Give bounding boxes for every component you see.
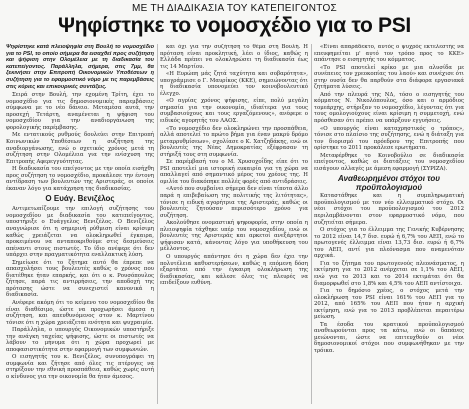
paragraph: Παράλληλα, ο υπουργός Οικονομικών υποστήριξε την ανάγκη ταχείας ψήφισης, ώστε οι πιστωτές να λάβουν το μήνυμα ότι η χώρα προχωρεί με αποφασιστικότητα στην εφαρμογή των συμφωνιών. — [6, 327, 154, 353]
paragraph: Ο εισηγητής του κ. Βενιζέλος, συνυπογράφει τη συμφωνία και ζήτησε από όλες τις πτέρυγες να στηρίξουν την εθνική προσπάθεια, καθώς χωρίς αυτή ο κίνδυνος για την οικονομία θα ήταν άμεσος. — [6, 354, 154, 381]
paragraph: και όχι για την συζήτηση το θέμα στη Βουλή. Η πρόταση είναι προκλητική, λέει ο ίδιος, καθώς η Ελλάδα πρέπει να ολοκληρώσει τη διαδικασία έως τις 14 Μαρτίου. — [160, 44, 308, 70]
paragraph: Για το δημόσιο χρέος, ο στόχος μετά την ολοκλήρωση του PSI είναι 161% του ΑΕΠ για το 2012, από 165% του ΑΕΠ που ήταν η αρχική εκτίμηση, ενώ για το 2013 προβλέπεται περαιτέρω μείωση. — [314, 288, 464, 321]
paragraph: «Το PSI αποτελεί κρίκο με μια αλυσίδα με συνέπειες τον χρεοκοπίας του λαού» και συνέχισε ότι στην ουσία δεν θα παρθούν στα διάφορα εργασιακά ζητήματα λύσεις. — [314, 64, 464, 91]
paragraph: Ακολούθησε ονομαστική ψηφοφορία, στην οποία η πλειοψηφία τάχθηκε υπέρ του νομοσχεδίου, ενώ οι βουλευτές της Αριστεράς και αρκετοί ανεξάρτητοι ψήφισαν κατά, κάνοντας λόγο για υποθήκευση του μέλλοντος. — [160, 220, 308, 253]
lede: Ψηφίστηκε κατά πλειοψηφία στη Βουλή το νομοσχέδιο για το PSI, το οποίο σήμερα θα εισαχθεί προς συζήτηση και ψήφιση στην Ολομέλεια με τη διαδικασία του κατεπείγοντος. Παράλληλα, σήμερα, στις 7μμ, θα ξεκινήσει στην Επιτροπή Οικονομικών Υποθέσεων η συζήτηση για το εφαρμοστικό νόμο με τις παρεμβάσεις στις κύριες και επικουρικές συντάξεις. — [6, 44, 154, 90]
paragraph: Για το ζήτημα του πρωτογενούς πλεονάσματος, η εκτίμηση για το 2012 ανέρχεται σε 1,1% του ΑΕΠ, ενώ για το 2013 και το 2014 εκτιμάται ότι θα διαμορφωθεί στο 1,8% και 4,5% του ΑΕΠ αντίστοιχα. — [314, 260, 464, 287]
paragraph: Καταστάθηκε και η συμπληρωματική προϋπολογισμού με τον νέο ελλειμματικό στόχο. Οι νέοι στόχοι του προϋπολογισμού του 2012 περιλαμβάνονται στον εφαρμοστικό νόμο, που συζητείται σήμερα. — [314, 193, 464, 226]
paragraph: Ανέφερε ακόμη ότι το κείμενο του νομοσχεδίου θα είναι διαθέσιμο, ώστε να προχωρήσει άμεσα η συζήτηση, και απευθυνόμενος στον κ. Μαρτίνου τόνισε ότι η χώρα χρειάζεται ενότητα και ψυχραιμία. — [6, 300, 154, 326]
column-divider — [311, 44, 312, 404]
paragraph: Ο στόχος για το έλλειμμα της Γενικής Κυβέρνησης το 2012 είναι 14,7 δισ. ευρώ ή 6,7% του ΑΕΠ, ενώ το πρωτογενές έλλειμμα είναι 13,73 δισ. ευρώ ή 6,7% του ΑΕΠ, αντί για πλεόνασμα που αναμενόταν αρχικά. — [314, 227, 464, 260]
kicker: ΜΕ ΤΗ ΔΙΑΔΙΚΑΣΙΑ ΤΟΥ ΚΑΤΕΠΕΙΓΟΝΤΟΣ — [131, 3, 338, 14]
paragraph: «Ο υπουργός είναι καταχρηστικός ο τρόπος», τόνισε στο πλαίσιο της συζήτησης, ενώ η διάταξη για τον διορισμό του πρόεδρου της Επιτροπής που ορίστηκε το 2011 προκάλεσε ερωτήματα. — [314, 125, 464, 152]
paragraph: Σειρά στην Βουλή, την εχομένη Τρίτη, έχει το νομοσχέδιο για τις δημοσιονομικές παρεμβάσεις σύμφωνα με το νέο δάνειο. Μεταμέσα αυτά, την προσεχή Τετάρτη, αναμένεται η ψήφιση του νομοσχεδίου για την αναδιοργάνωση της φορολογικής παρέμβασης. — [6, 92, 154, 131]
paragraph: Αντιμετωπίζουμε την επιλογή συζήτησης του νομοσχεδίου με διαδικασία του κατεπείγοντος, υποστήριξε ο Ευάγγελος Βενιζέλος. Ο Βενιζέλος αναγνώρισε ότι η σημερινή ρύθμιση είναι κρίσιμη καθώς χρειάζεται να ολοκληρωθεί έγκαιρα, προκειμένου να ανταποκριθούμε στις δεσμεύσεις απέναντι στους πιστωτές. Το ίδιο ανέφερε ότι δεν υπάρχει στην πραγματικότητα εναλλακτική λύση. — [6, 206, 154, 259]
column-divider — [157, 44, 158, 404]
paragraph: Σημείωσε ότι το ζήτημα αυτό θα έπρεπε να απασχολήσει τους βουλευτές καθώς ο χρόνος που διατέθηκε ήταν επαρκής, και ότι ο κ. Ρουσόπουλος ζήτησε, παρά τις αντιρρήσεις, την αποδοχή της πρότασης ώστε να συνεχιστεί κανονικά η διαδικασία. — [6, 259, 154, 299]
paragraph: «Είναι απαράδεκτο, αυτός ο ψυχρός εκτελεστής να επευφημείται μ' αυτό τον τρόπο προς το ΚΚΕ» απάντησε ο εισηγητής του κόμματος. — [314, 44, 464, 64]
paragraph: Με εντατικούς ρυθμούς δουλεύει στην Επιτροπή Κοινωνικών Υποθέσεων η συζήτηση της αναδιοργάνωσης, ενώ ο σχετικός χρόνος μετά τη συζήτηση στην Ολομέλεια για την ενίσχυση της Επιτροπής Αφερεγγυότητας. — [6, 132, 154, 165]
paragraph: Τα έσοδα του κρατικού προϋπολογισμού αναθεωρούνται προς τα κάτω, ενώ οι δαπάνες μειώνονται, ώστε να επιτευχθούν οι νέοι δημοσιονομικοί στόχοι που συμφωνήθηκαν με την τρόικα. — [314, 321, 464, 354]
subhead-budget-targets: Αναθεωρημένοι στόχοι του προϋπολογισμού — [337, 174, 441, 193]
subhead-venizelos: Ο Ευάγ. Βενιζέλος — [45, 194, 115, 204]
paragraph: Μεταφέρθηκε το Κοινοβούλιο σε διαδικασία επείγοντος, καθώς οι διατάξεις του νομοσχεδίου εισάγουν αλλαγές με άμεση εφαρμογή (ΣΥΡΙΖΑ). — [314, 152, 464, 172]
headline: Ψηφίστηκε το νομοσχέδιο για το PSI — [58, 14, 411, 37]
paragraph: Η διαδικασία του επείγοντος με την οποία εισήχθη προς συζήτηση το νομοσχέδιο, προκάλεσε την έντονη αντίδραση των βουλευτών της Αριστεράς, οι οποίοι έκαναν λόγο για κατάχρηση της διαδικασίας. — [6, 166, 154, 192]
paragraph: Ο υπουργός απάντησε ότι η χώρα δεν έχει την πολυτέλεια καθυστερήσεων, καθώς η επόμενη δόση εξαρτάται από την έγκαιρη ολοκλήρωση της διαδικασίας, και κάλεσε όλες τις πλευρές να επιδείξουν ευθύνη. — [160, 253, 308, 287]
paragraph: «Αυτό που συμβαίνει σήμερα δεν είναι τίποτα άλλο παρά η επιβεβαίωση της πολιτικής της λιτότητας», τόνισε η ειδική αγορήτρια της Αριστεράς, καθώς οι βουλευτές ζητούσαν περισσότερο χρόνο για συζήτηση. — [160, 186, 308, 219]
paragraph: «Ο αγρίας χρόνος ψήφισης, είπε, πολύ μεγάλη σημασία για την οικονομία, ιδιαίτερα για τους συμβασιούχους και τους εργαζόμενους», ανέφερε ο ειδικός αγορητής του ΛΑΟΣ. — [160, 98, 308, 125]
paragraph: Σε παρέμβασή του ο Μ. Χρυσοχοΐδης είπε ότι το PSI αποτελεί μια ιστορική ευκαιρία για τη χώρα να απαλλαγεί από σημαντικό μέρος του χρέους της. Η ομιλία του διακόπηκε πολλές φορές από αντιδράσεις. — [160, 159, 308, 185]
paragraph: «Το νομοσχέδιο δεν ολοκληρώνει την προσπάθεια, αλλά αποτελεί το πρώτο βήμα για έναν μακρύ δρόμο μεταρρυθμίσεων», σχολίασε ο Κ. Χατζηδάκης, ενώ οι βουλευτές της Νέας Δημοκρατίας εξέφρασαν τη στήριξή τους στη συμφωνία. — [160, 125, 308, 158]
paragraph: Από την πλευρά της ΝΔ, τόσο ο εισηγητής του κόμματος Ν. Νικολόπουλος, όσο και ο αρμόδιος τομεάρχης, στήριξαν το νομοσχέδιο, λέγοντας ότι για τους ομολογιούχους είναι κρίσιμη η συμμετοχή, ενώ πρόσθεσαν ότι πρέπει να υπάρξουν εγγυήσεις. — [314, 91, 464, 125]
article-column-2 — [160, 44, 308, 404]
article-column-1 — [6, 44, 154, 404]
article-column-3 — [314, 44, 464, 404]
paragraph: «Η Ευρώπη μάς ζητά ταχύτητα και σοβαρότητα», υπογράμμισε ο Γ. Μαυρίκος (ΚΚΕ), σημειώνοντας ότι η διαδικασία υπονομεύει τον κοινοβουλευτικό έλεγχο. — [160, 71, 308, 97]
